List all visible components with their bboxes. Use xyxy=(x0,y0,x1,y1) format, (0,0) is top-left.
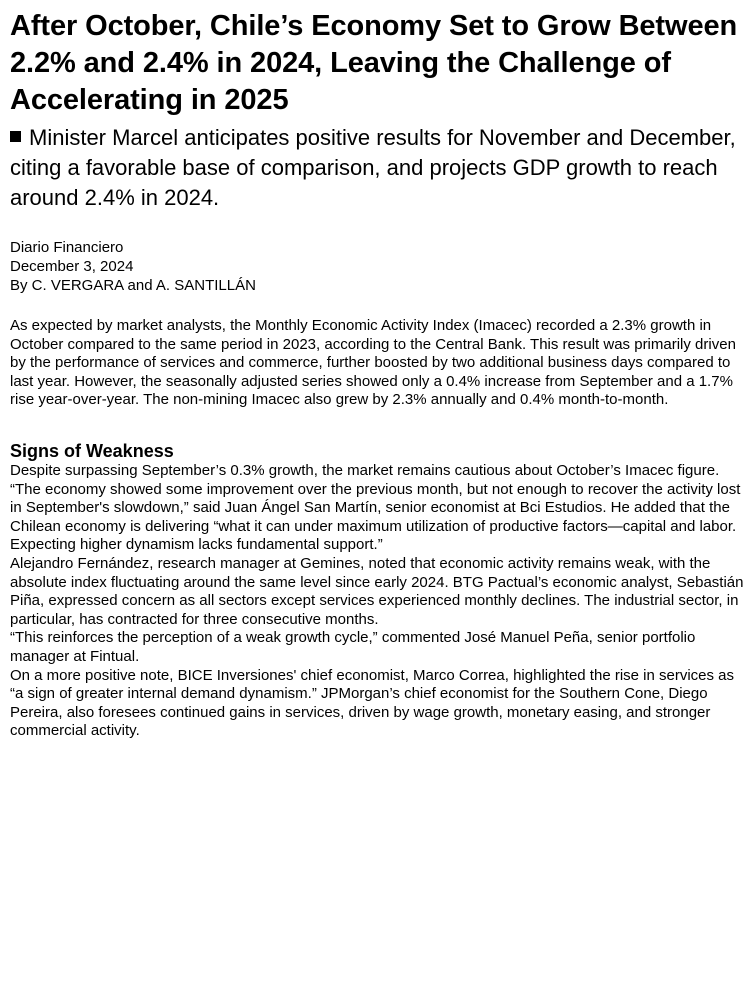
paragraph: Despite surpassing September’s 0.3% growth, the market remains cautious about October’s Imacec figure. xyxy=(10,461,720,479)
section-heading: Signs of Weakness xyxy=(10,440,174,461)
paragraph: “The economy showed some improvement over the previous month, but not enough to recover the activity lost in September's slowdown,” said Juan Ángel San Martín, senior economist at Bci Estudios. He added that the Chilean economy is delivering “what it can under maximum utilization of productive factors—capital and labor. Expecting higher dynamism lacks fundamental support.” xyxy=(10,480,741,554)
square-bullet-icon xyxy=(10,131,21,142)
byline: By C. VERGARA and A. SANTILLÁN xyxy=(10,277,256,294)
source: Diario Financiero xyxy=(10,239,124,256)
paragraph: On a more positive note, BICE Inversiones' chief economist, Marco Correa, highlighted the rise in services as “a sign of greater internal demand dynamism.” JPMorgan’s chief economist for the Southern Cone, Diego Pereira, also foresees continued gains in services, driven by wage growth, monetary easing, and stronger commercial activity. xyxy=(10,666,735,740)
date: December 3, 2024 xyxy=(10,258,134,275)
deck-text: Minister Marcel anticipates positive results for November and December, citing a favorable base of comparison, and projects GDP growth to reach around 2.4% in 2024. xyxy=(10,125,736,210)
intro-paragraph: As expected by market analysts, the Monthly Economic Activity Index (Imacec) recorded a 2.3% growth in October compared to the same period in 2023, according to the Central Bank. This result was primarily driven by the performance of services and commerce, further boosted by two additional business days compared to last year. However, the seasonally adjusted series showed only a 0.4% increase from September and a 1.7% rise year-over-year. The non-mining Imacec also grew by 2.3% annually and 0.4% month-to-month. xyxy=(10,317,736,409)
deck xyxy=(10,123,750,213)
headline: After October, Chile’s Economy Set to Grow Between 2.2% and 2.4% in 2024, Leaving the Challenge of Accelerating in 2025 xyxy=(10,10,738,116)
section-signs-of-weakness xyxy=(10,440,750,741)
paragraph: “This reinforces the perception of a weak growth cycle,” commented José Manuel Peña, senior portfolio manager at Fintual. xyxy=(10,629,696,665)
intro xyxy=(10,317,750,410)
paragraph: Alejandro Fernández, research manager at Gemines, noted that economic activity remains weak, with the absolute index fluctuating around the same level since early 2024. BTG Pactual’s economic analyst, Sebastián Piña, expressed concern as all sectors except services experienced monthly declines. The industrial sector, in particular, has contracted for three consecutive months. xyxy=(10,554,744,628)
article-meta xyxy=(10,238,750,295)
